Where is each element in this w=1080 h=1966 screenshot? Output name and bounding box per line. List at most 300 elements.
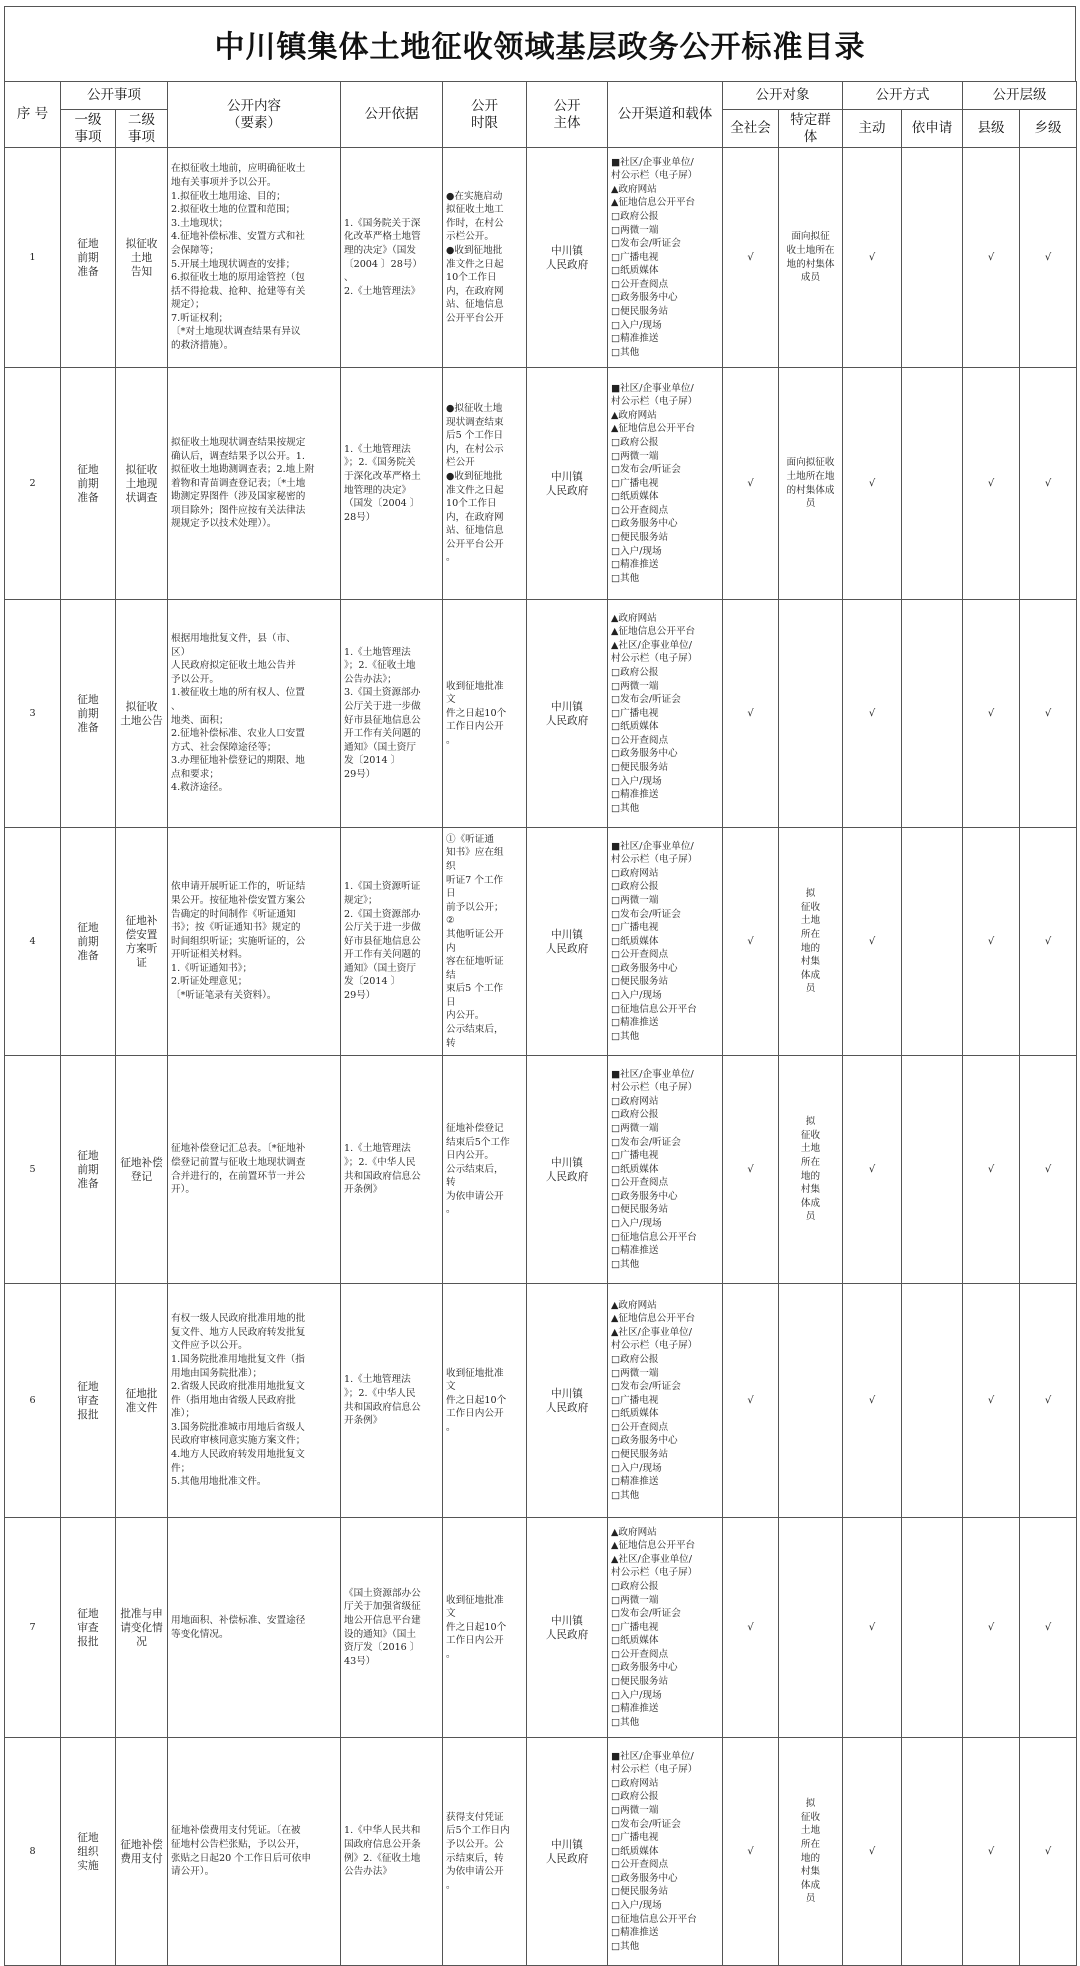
row-subject (527, 148, 608, 368)
row-subject (527, 1056, 608, 1284)
row-level1-line: 征地 (77, 1607, 99, 1620)
header-level: 公开层级 (963, 82, 1077, 110)
channel-item: □其他 (611, 1258, 640, 1270)
row-basis-line: 共和国政府信息公 (344, 1170, 421, 1182)
channel-item: □政府公报 (611, 436, 659, 448)
row-timelimit (443, 1056, 527, 1284)
row-township: √ (1020, 600, 1077, 828)
channel-item: □入户/现场 (611, 1462, 662, 1474)
channel-item: □发布会/听证会 (611, 464, 681, 476)
row-level1-line: 征地 (77, 1380, 99, 1393)
channel-item: □公开查阅点 (611, 1859, 669, 1871)
channel-item: 村公示栏（电子屏） (611, 1567, 698, 1579)
channel-item: ■社区/企事业单位/ (611, 1750, 694, 1762)
row-basis-line: 公告办法》； (344, 673, 397, 685)
row-whole-society: √ (723, 828, 779, 1056)
row-level2 (116, 148, 168, 368)
row-group-line: 所在 (800, 1838, 821, 1850)
channel-item: 村公示栏（电子屏） (611, 854, 698, 866)
row-content-line: 区） (171, 646, 191, 658)
channel-item: □公开查阅点 (611, 504, 669, 516)
row-subject-line: 中川镇 (551, 470, 583, 483)
row-level1 (61, 1056, 116, 1284)
channel-item: □政府网站 (611, 867, 659, 879)
row-group-line: 征收 (800, 901, 821, 913)
row-timelimit-line: 公示结束后， (446, 1163, 504, 1175)
channel-item: □两微一端 (611, 1122, 659, 1134)
row-group-line: 面向拟征 (791, 231, 830, 243)
row-on-request (902, 1738, 963, 1966)
channel-item: □政府公报 (611, 1791, 659, 1803)
row-basis-line: 地管理的决定》 (344, 484, 412, 496)
channel-item: □征地信息公开平台 (611, 1003, 697, 1015)
channel-item: □政务服务中心 (611, 1190, 678, 1202)
channel-item: □广播电视 (611, 1621, 659, 1633)
header-seq: 序 号 (5, 82, 61, 148)
header-level2: 二级 事项 (116, 110, 168, 148)
row-basis-line: 43号） (344, 1655, 376, 1667)
row-group-line: 员 (805, 983, 816, 995)
header-active: 主动 (843, 110, 902, 148)
channel-item: □纸质媒体 (611, 721, 659, 733)
channel-item: ■社区/企事业单位/ (611, 382, 694, 394)
row-timelimit-line: 听证7 个工作 (446, 874, 504, 886)
channel-item: ▲政府网站 (611, 1526, 657, 1538)
row-whole-society: √ (723, 600, 779, 828)
row-group-line: 地的 (800, 1852, 821, 1864)
row-timelimit-line: 内 (446, 942, 456, 954)
table-row (5, 148, 1077, 368)
row-subject (527, 368, 608, 600)
row-basis-line: 共和国政府信息公 (344, 1401, 421, 1413)
channel-item: □广播电视 (611, 1832, 659, 1844)
row-content (168, 828, 341, 1056)
channel-item: □入户/现场 (611, 1689, 662, 1701)
row-content-line: 会保障等； (171, 244, 219, 256)
row-group-line: 体成 (800, 1197, 821, 1209)
channel-item: □政务服务中心 (611, 962, 678, 974)
row-basis-line: 规定》； (344, 894, 378, 906)
row-level1-line: 准备 (77, 721, 99, 734)
channel-item: □政务服务中心 (611, 518, 678, 530)
row-group-line: 拟 (805, 1798, 816, 1810)
row-group-line: 地的 (800, 1170, 821, 1182)
row-basis-line: 发〔2014 〕 (344, 976, 401, 988)
channel-item: □广播电视 (611, 922, 659, 934)
row-level1-line: 准备 (77, 265, 99, 278)
row-timelimit-line: 收到征地批准 (446, 1367, 504, 1379)
row-group-line: 土地 (800, 915, 821, 927)
row-group-line: 的村集体成 (786, 484, 835, 496)
row-basis-line: 3.《国土资源部办 (344, 687, 421, 699)
row-level2-line: 征地批 (125, 1387, 158, 1400)
channel-item: □公开查阅点 (611, 949, 669, 961)
row-on-request (902, 600, 963, 828)
channel-item: □纸质媒体 (611, 265, 659, 277)
channel-item: □便民服务站 (611, 532, 669, 544)
row-content-line: 有权一级人民政府批准用地的批 (171, 1313, 306, 1325)
header-channels: 公开渠道和载体 (608, 82, 723, 148)
row-specific-group (779, 1056, 843, 1284)
channel-item: □征地信息公开平台 (611, 1913, 697, 1925)
row-timelimit-line: 10个工作日 (446, 272, 497, 284)
row-timelimit-line: 。 (446, 734, 456, 746)
row-content-line: 5.开展土地现状调查的安排； (171, 258, 296, 270)
row-level1 (61, 828, 116, 1056)
row-specific-group (779, 600, 843, 828)
row-active: √ (843, 1284, 902, 1518)
table-header (5, 82, 1077, 148)
row-timelimit-line: 件之日起10个 (446, 1394, 507, 1406)
row-timelimit-line: 工作日内公开 (446, 1635, 504, 1647)
row-timelimit-line: 站、征地信息 (446, 525, 504, 537)
row-whole-society: √ (723, 1284, 779, 1518)
row-level1-line: 审查 (77, 1621, 99, 1634)
row-group-line: 土地所在地 (786, 470, 835, 482)
row-level1-line: 征地 (77, 1831, 99, 1844)
header-object: 公开对象 (723, 82, 843, 110)
row-timelimit-line: 束后5 个工作 (446, 983, 504, 995)
row-level2 (116, 1284, 168, 1518)
row-basis-line: 公告办法》 (344, 1866, 392, 1878)
row-content-line: 2.省级人民政府批准用地批复文 (171, 1381, 305, 1393)
row-content-line: 拟征收土地勘测调查表；2.地上附 (171, 464, 315, 476)
channel-item: □广播电视 (611, 1150, 659, 1162)
channel-item: □发布会/听证会 (611, 1136, 681, 1148)
row-timelimit-line: ●在实施启动 (446, 190, 503, 202)
row-content-line: 2.征地补偿标准、农业人口安置 (171, 728, 305, 740)
row-level2 (116, 828, 168, 1056)
channel-item: ■社区/企事业单位/ (611, 156, 694, 168)
channel-item: □两微一端 (611, 680, 659, 692)
row-township: √ (1020, 1518, 1077, 1738)
channel-item: □两微一端 (611, 1804, 659, 1816)
row-level2-line: 拟征收 (125, 463, 158, 476)
row-basis-line: 化改革严格土地管 (344, 231, 421, 243)
row-content-line: 1.《听证通知书》； (171, 962, 253, 974)
row-group-line: 体成 (800, 1879, 821, 1891)
row-content-line: 4.征地补偿标准、安置方式和社 (171, 231, 305, 243)
row-timelimit-line: 征地补偿登记 (446, 1122, 504, 1134)
row-basis-line: 开工作有关问题的 (344, 949, 421, 961)
row-basis-line: 1.《中华人民共和 (344, 1825, 421, 1837)
channel-item: □精准推送 (611, 1927, 659, 1939)
channel-item: 村公示栏（电子屏） (611, 1764, 698, 1776)
row-content-line: 3.土地现状； (171, 217, 229, 229)
channel-item: □两微一端 (611, 224, 659, 236)
row-group-line: 拟 (805, 888, 816, 900)
row-level2-line: 土地公告 (120, 714, 163, 727)
row-content (168, 1056, 341, 1284)
row-level2-line: 告知 (130, 265, 153, 278)
row-timelimit-line: ①《听证通 (446, 833, 494, 845)
row-basis (341, 828, 443, 1056)
row-content-line: 准）； (171, 1408, 195, 1420)
row-seq: 2 (5, 368, 61, 600)
row-seq: 5 (5, 1056, 61, 1284)
channel-item: □其他 (611, 1030, 640, 1042)
row-subject-line: 中川镇 (551, 928, 583, 941)
row-timelimit-line: 工作日内公开 (446, 721, 504, 733)
row-subject-line: 中川镇 (551, 1614, 583, 1627)
channel-item: ▲政府网站 (611, 612, 657, 624)
row-seq: 7 (5, 1518, 61, 1738)
row-subject-line: 人民政府 (545, 714, 589, 727)
row-timelimit-line: 知书》应在组 (446, 847, 504, 859)
row-timelimit-line: ●收到征地批 (446, 244, 503, 256)
channel-item: □便民服务站 (611, 1449, 669, 1461)
header-subject: 公开 主体 (527, 82, 608, 148)
channel-item: ■社区/企事业单位/ (611, 840, 694, 852)
row-content (168, 148, 341, 368)
row-level1-line: 征地 (77, 921, 99, 934)
row-timelimit-line: 拟征收土地工 (446, 204, 504, 216)
channel-item: □其他 (611, 346, 640, 358)
channel-item: □其他 (611, 1716, 640, 1728)
row-content-line: 用地面积、补偿标准、安置途径 (171, 1614, 306, 1626)
row-county: √ (963, 1738, 1020, 1966)
row-subject-line: 人民政府 (545, 942, 589, 955)
row-content (168, 368, 341, 600)
row-group-line: 员 (805, 1211, 816, 1223)
row-specific-group (779, 1518, 843, 1738)
row-content-line: 征地补偿费用支付凭证。〔在被 (171, 1825, 301, 1837)
row-channels (608, 1738, 723, 1966)
row-basis-line: 1.《国务院关于深 (344, 217, 421, 229)
row-level1-line: 征地 (77, 693, 99, 706)
channel-item: □精准推送 (611, 333, 659, 345)
channel-item: □公开查阅点 (611, 1177, 669, 1189)
channel-item: □政务服务中心 (611, 1662, 678, 1674)
row-content-line: 拟征收土地现状调查结果按规定 (171, 436, 306, 448)
row-content-line: 括不得抢栽、抢种、抢建等有关 (171, 285, 306, 297)
row-timelimit-line: 示结束后，转 (446, 1852, 504, 1864)
row-level2-line: 征地补 (125, 914, 158, 927)
row-timelimit-line: 栏公开 (446, 457, 475, 469)
row-content-line: 等变化情况。 (171, 1628, 229, 1640)
channel-item: ▲征地信息公开平台 (611, 1540, 696, 1552)
row-basis-line: 〔2004 〕28号） (344, 258, 423, 270)
row-timelimit-line: 站、征地信息 (446, 299, 504, 311)
row-basis-line: 发〔2014 〕 (344, 755, 401, 767)
row-content-line: 〔*听证笔录有关资料）。 (171, 990, 277, 1002)
row-content-line: 件； (171, 1462, 191, 1474)
channel-item: □精准推送 (611, 1703, 659, 1715)
channel-item: □发布会/听证会 (611, 1608, 681, 1620)
row-timelimit-line: ●收到征地批 (446, 470, 503, 482)
row-basis-line: 》；2.《中华人民 (344, 1387, 416, 1399)
channel-item: □政务服务中心 (611, 1435, 678, 1447)
channel-item: □两微一端 (611, 894, 659, 906)
channel-item: □公开查阅点 (611, 1648, 669, 1660)
row-level2 (116, 600, 168, 828)
row-group-line: 所在 (800, 928, 821, 940)
row-channels (608, 1284, 723, 1518)
row-basis-line: 1.《土地管理法 (344, 646, 411, 658)
row-subject (527, 1518, 608, 1738)
channel-item: □其他 (611, 802, 640, 814)
row-content (168, 600, 341, 828)
row-timelimit-line: 。 (446, 552, 456, 564)
row-timelimit-line: 结束后5个工作 (446, 1136, 510, 1148)
row-level2-line: 方案听 (125, 942, 158, 955)
row-timelimit-line: 。 (446, 1421, 456, 1433)
row-level1-line: 实施 (77, 1859, 99, 1872)
header-content: 公开内容 （要素） (168, 82, 341, 148)
row-whole-society: √ (723, 1056, 779, 1284)
row-timelimit (443, 1284, 527, 1518)
row-specific-group (779, 828, 843, 1056)
row-on-request (902, 1284, 963, 1518)
row-timelimit-line: 件之日起10个 (446, 1621, 507, 1633)
row-timelimit-line: 文 (446, 1608, 456, 1620)
channel-item: □征地信息公开平台 (611, 1231, 697, 1243)
channel-item: □精准推送 (611, 1476, 659, 1488)
channel-item: □发布会/听证会 (611, 908, 681, 920)
row-level2-line: 登记 (130, 1170, 153, 1183)
row-content-line: 果公开。按征地补偿安置方案公 (171, 894, 306, 906)
row-basis (341, 1738, 443, 1966)
row-basis-line: 厅关于加强省级征 (344, 1601, 421, 1613)
row-basis-line: 》；2.《国务院关 (344, 457, 416, 469)
channel-item: 村公示栏（电子屏） (611, 653, 698, 665)
channel-item: 村公示栏（电子屏） (611, 170, 698, 182)
channel-item: □入户/现场 (611, 775, 662, 787)
row-basis (341, 1056, 443, 1284)
title-bar (4, 6, 1076, 81)
row-group-line: 所在 (800, 1156, 821, 1168)
row-channels (608, 368, 723, 600)
row-county: √ (963, 828, 1020, 1056)
row-level1 (61, 368, 116, 600)
row-timelimit-line: 容在征地听证 (446, 956, 504, 968)
row-subject-line: 人民政府 (545, 1170, 589, 1183)
page-title: 中川镇集体土地征收领域基层政务公开标准目录 (214, 30, 866, 65)
row-level2-line: 批准与申 (120, 1607, 163, 1620)
row-content-line: 2.听证处理意见； (171, 976, 248, 988)
channel-item: □政府公报 (611, 1353, 659, 1365)
row-active: √ (843, 1518, 902, 1738)
row-county: √ (963, 1284, 1020, 1518)
row-level1 (61, 148, 116, 368)
row-content-line: 请公开）。 (171, 1866, 215, 1878)
header-on-request: 依申请 (902, 110, 963, 148)
row-level1-line: 准备 (77, 1177, 99, 1190)
table-row (5, 1738, 1077, 1966)
row-timelimit-line: 工作日内公开 (446, 1408, 504, 1420)
table-row (5, 1518, 1077, 1738)
channel-item: □发布会/听证会 (611, 694, 681, 706)
row-timelimit-line: 转 (446, 1177, 456, 1189)
row-basis-line: 通知》（国土资厅 (344, 962, 416, 974)
row-timelimit-line: 结 (446, 969, 456, 981)
row-level2 (116, 1738, 168, 1966)
row-content-line: 予以公开。 (171, 673, 219, 685)
row-on-request (902, 1518, 963, 1738)
row-basis-line: 于深化改革严格土 (344, 470, 421, 482)
channel-item: □入户/现场 (611, 990, 662, 1002)
row-content-line: 6.拟征收土地的原用途管控（包 (171, 272, 305, 284)
row-basis-line: 1.《国土资源听证 (344, 881, 421, 893)
row-subject-line: 人民政府 (545, 258, 589, 271)
row-timelimit (443, 1738, 527, 1966)
row-level1-line: 准备 (77, 491, 99, 504)
row-timelimit (443, 600, 527, 828)
channel-item: □政府公报 (611, 666, 659, 678)
channel-item: □政府公报 (611, 210, 659, 222)
channel-item: □公开查阅点 (611, 1421, 669, 1433)
document-page (4, 6, 1076, 1966)
row-basis-line: 开条例》 (344, 1415, 383, 1427)
row-timelimit-line: 公开平台公开 (446, 312, 504, 324)
row-content-line: 2.拟征收土地的位置和范围； (171, 204, 296, 216)
row-content-line: 7.听证权利； (171, 312, 229, 324)
channel-item: ▲征地信息公开平台 (611, 1313, 696, 1325)
header-matter: 公开事项 (61, 82, 168, 110)
row-content-line: 开）。 (171, 1184, 195, 1196)
row-group-line: 体成 (800, 969, 821, 981)
row-county: √ (963, 1056, 1020, 1284)
channel-item: ▲政府网站 (611, 1299, 657, 1311)
channel-item: □广播电视 (611, 251, 659, 263)
row-subject-line: 人民政府 (545, 484, 589, 497)
row-township: √ (1020, 148, 1077, 368)
row-timelimit-line: 前予以公开； (446, 901, 504, 913)
row-level2 (116, 1056, 168, 1284)
row-level2-line: 况 (136, 1635, 147, 1648)
row-content-line: 3.国务院批准城市用地后省级人 (171, 1421, 305, 1433)
row-level2-line: 土地 (130, 251, 153, 264)
row-level1 (61, 1284, 116, 1518)
channel-item: □其他 (611, 572, 640, 584)
row-content-line: 1.被征收土地的所有权人、位置 (171, 687, 305, 699)
row-level1 (61, 600, 116, 828)
row-timelimit-line: 获得支付凭证 (446, 1811, 504, 1823)
row-basis-line: 29号） (344, 990, 376, 1002)
row-township: √ (1020, 1056, 1077, 1284)
channel-item: □广播电视 (611, 1394, 659, 1406)
row-content-line: 点和要求； (171, 768, 219, 780)
row-subject-line: 人民政府 (545, 1852, 589, 1865)
row-on-request (902, 368, 963, 600)
row-content-line: 根据用地批复文件，县（市、 (171, 632, 296, 644)
row-timelimit-line: 件之日起10个 (446, 707, 507, 719)
row-on-request (902, 1056, 963, 1284)
row-whole-society: √ (723, 148, 779, 368)
row-active: √ (843, 1738, 902, 1966)
row-timelimit-line: 内公开。 (446, 1010, 485, 1022)
row-basis-line: 开条例》 (344, 1184, 383, 1196)
row-timelimit-line: 织 (446, 860, 456, 872)
channel-item: □广播电视 (611, 707, 659, 719)
row-basis-line: 》；2.《征收土地 (344, 660, 416, 672)
row-group-line: 土地 (800, 1825, 821, 1837)
row-group-line: 地的 (800, 942, 821, 954)
channel-item: □精准推送 (611, 1245, 659, 1257)
row-content-line: 书》；按《听证通知书》规定的 (171, 922, 301, 934)
row-group-line: 村集 (800, 956, 821, 968)
row-subject (527, 600, 608, 828)
row-township: √ (1020, 1738, 1077, 1966)
row-basis-line: 》；2.《中华人民 (344, 1156, 416, 1168)
row-content-line: 的救济措施）。 (171, 340, 234, 352)
row-timelimit-line: 内，在村公示 (446, 443, 504, 455)
channel-item: □入户/现场 (611, 1900, 662, 1912)
row-level1-line: 前期 (77, 251, 99, 264)
channel-item: □纸质媒体 (611, 491, 659, 503)
row-seq: 6 (5, 1284, 61, 1518)
row-basis-line: 理的决定》（国发 (344, 244, 416, 256)
